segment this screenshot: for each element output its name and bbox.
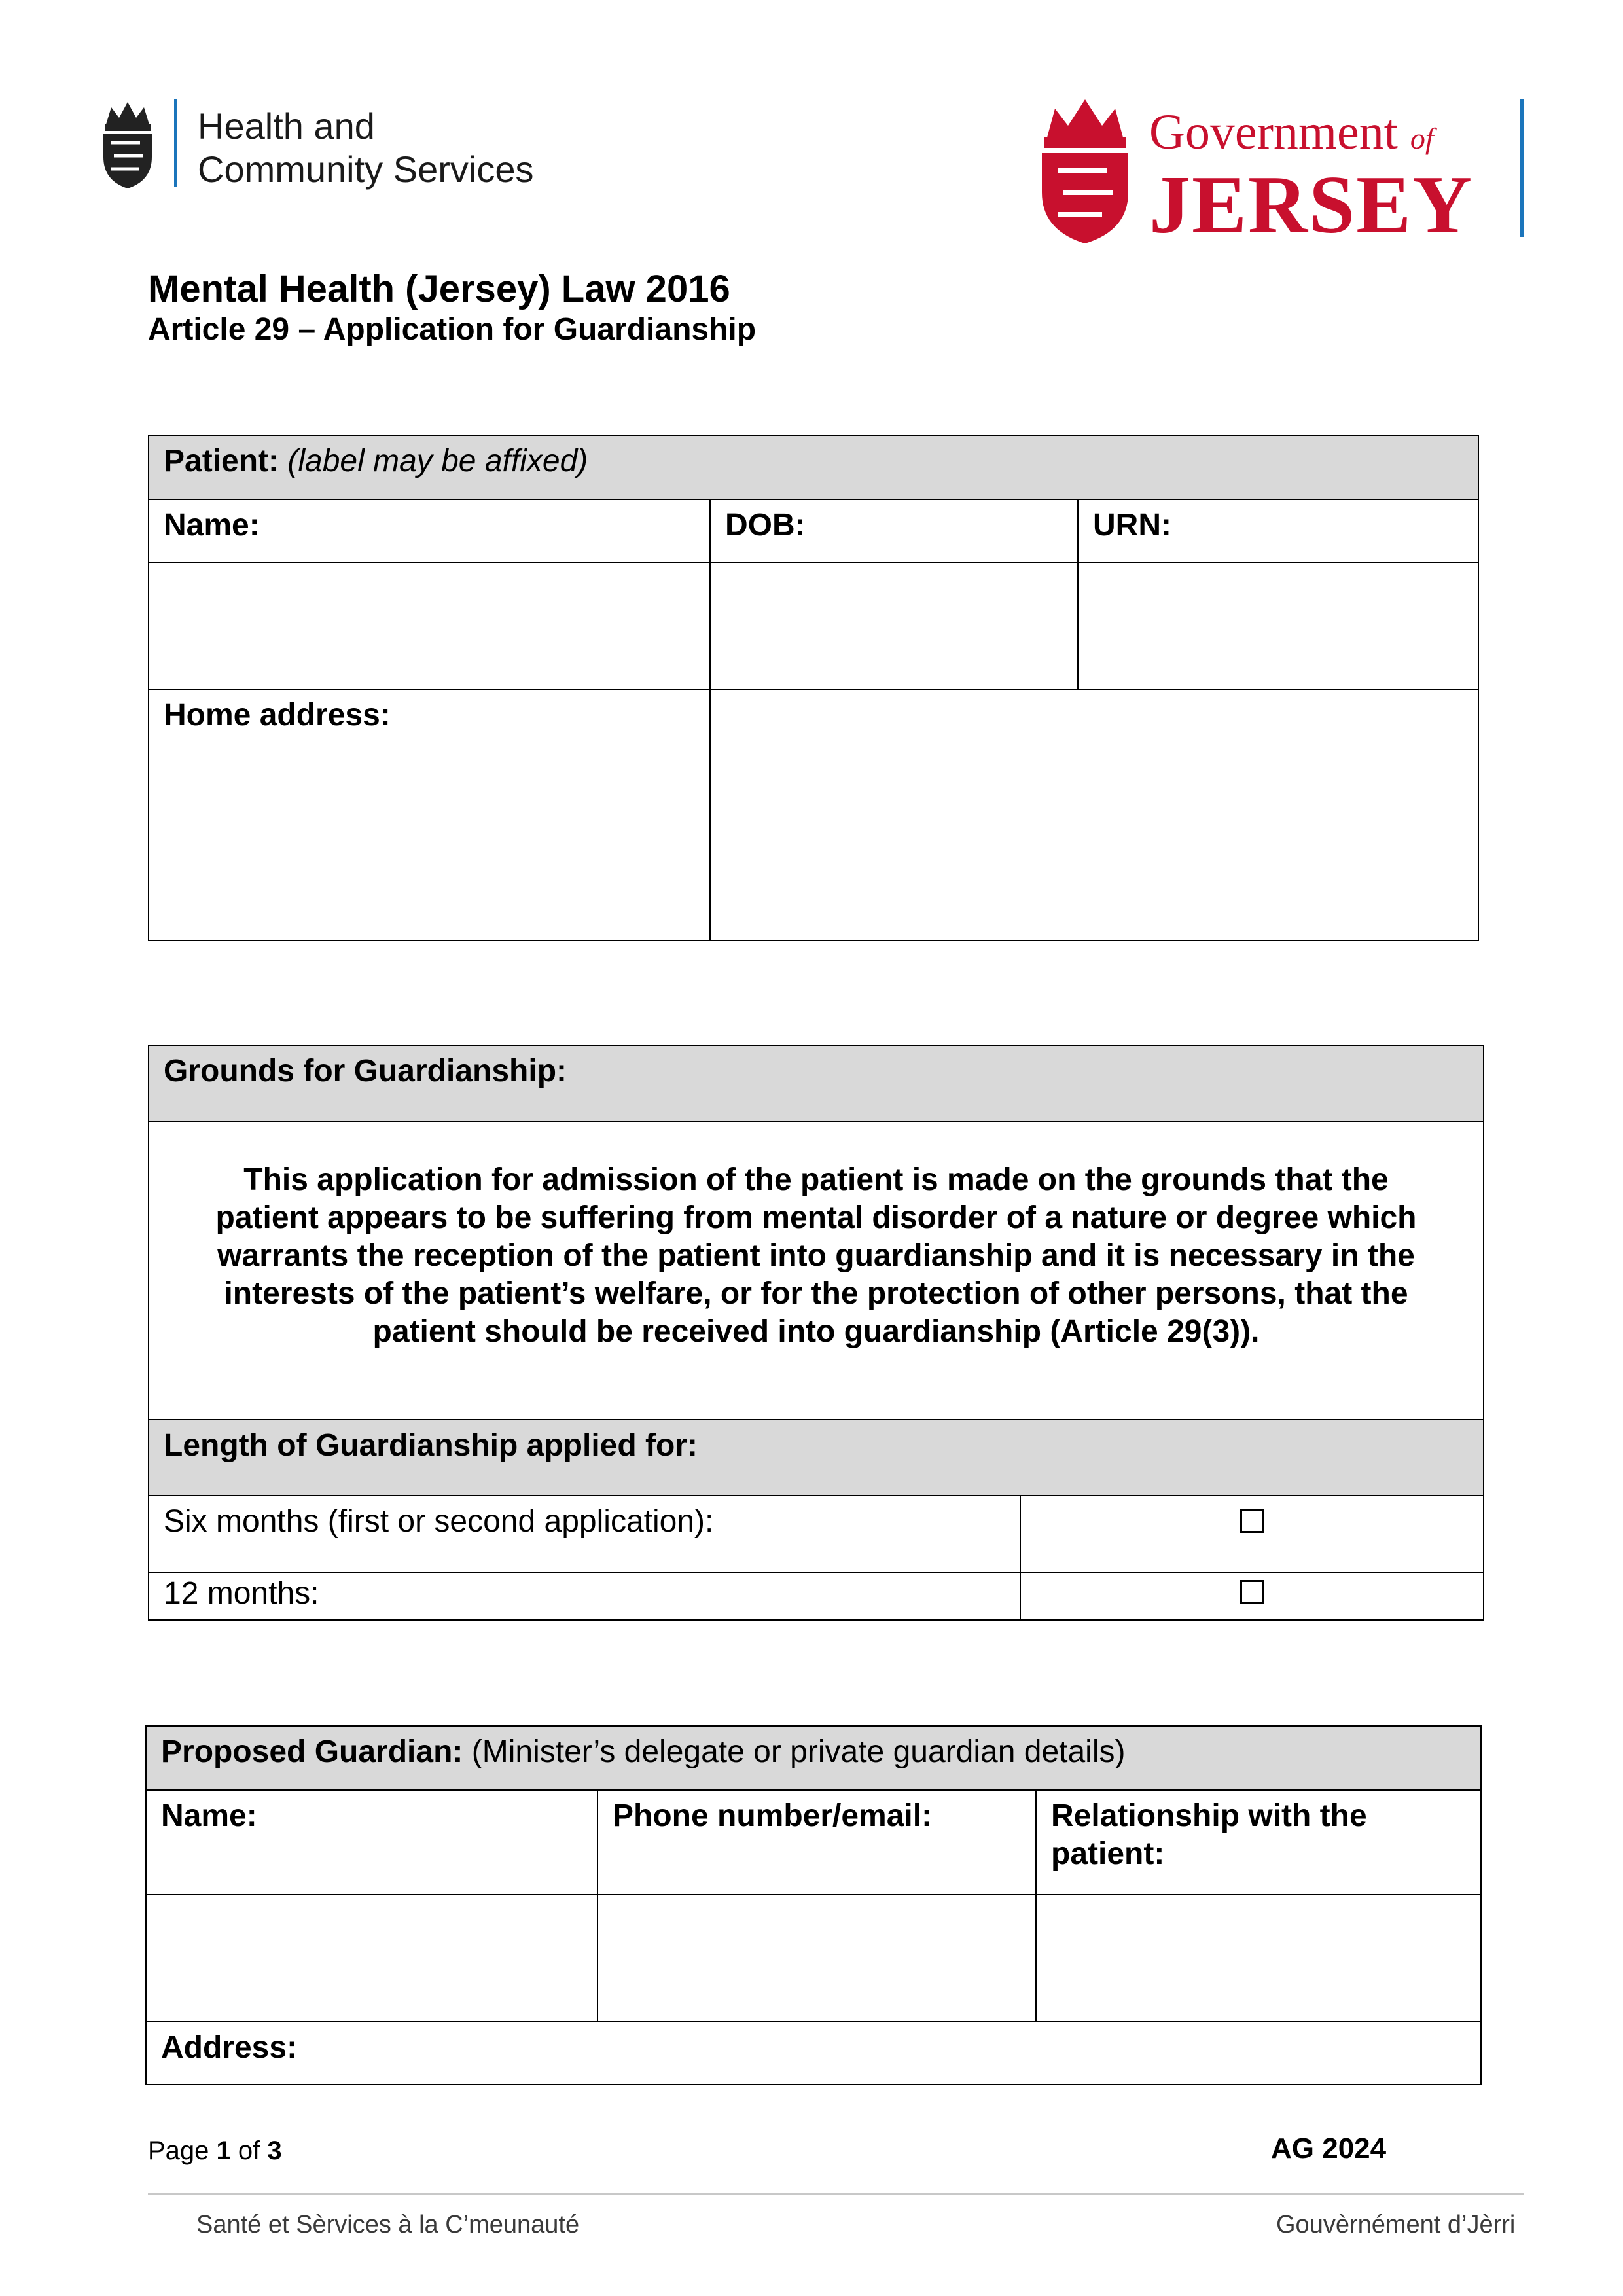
gov-word-of: of xyxy=(1410,122,1434,155)
footer-right-text: Gouvèrnément d’Jèrri xyxy=(1276,2211,1516,2238)
footer-left-text: Santé et Sèrvices à la C’meunauté xyxy=(196,2211,580,2238)
patient-name-field[interactable] xyxy=(149,562,710,689)
gov-word-jersey: JERSEY xyxy=(1149,160,1474,251)
patient-dob-field[interactable] xyxy=(710,562,1078,689)
patient-urn-label: URN: xyxy=(1078,499,1478,562)
hcs-line2: Community Services xyxy=(198,149,534,190)
patient-address-label: Home address: xyxy=(149,689,710,941)
guardian-name-field[interactable] xyxy=(146,1895,597,2022)
guardian-header-label: Proposed Guardian: xyxy=(161,1734,463,1769)
option-12-months-label: 12 months: xyxy=(149,1573,1020,1620)
header-divider xyxy=(174,99,177,187)
grounds-statement: This application for admission of the patient is made on the grounds that the patient appears to be suffering from mental disorder of a nature or degree which warrants the reception of the patient into guardianship and it is necessary in the interests of the patient’s welfare, or for the protection of other persons, that the patient should be received into guardianship (Article 29(3)). xyxy=(149,1121,1484,1420)
form-reference: AG 2024 xyxy=(1271,2132,1387,2164)
guardian-relationship-label: Relationship with the patient: xyxy=(1036,1790,1481,1895)
option-six-months-cell xyxy=(1020,1496,1484,1573)
grounds-header: Grounds for Guardianship: xyxy=(149,1045,1484,1121)
grounds-table xyxy=(148,1045,1484,1621)
gov-word-government: Government xyxy=(1149,105,1398,160)
twelve-months-checkbox[interactable] xyxy=(1240,1580,1264,1604)
hcs-line1: Health and xyxy=(198,105,375,147)
length-header: Length of Guardianship applied for: xyxy=(149,1420,1484,1496)
patient-table xyxy=(148,435,1479,941)
guardian-header-note: (Minister’s delegate or private guardian details) xyxy=(471,1734,1126,1769)
guardian-relationship-field[interactable] xyxy=(1036,1895,1481,2022)
footer-divider xyxy=(148,2193,1524,2195)
page-prefix: Page xyxy=(148,2136,209,2165)
document-subtitle: Article 29 – Application for Guardianship xyxy=(148,312,757,347)
header-right-divider xyxy=(1520,99,1524,237)
patient-address-field[interactable] xyxy=(710,689,1478,941)
option-12-months-cell xyxy=(1020,1573,1484,1620)
page-of: of xyxy=(238,2136,260,2165)
patient-header xyxy=(149,435,1478,499)
patient-urn-field[interactable] xyxy=(1078,562,1478,689)
government-of-jersey-logo-text xyxy=(1149,105,1474,251)
page-current: 1 xyxy=(216,2136,231,2165)
document-title: Mental Health (Jersey) Law 2016 xyxy=(148,268,730,310)
guardian-header xyxy=(146,1726,1481,1790)
hcs-logo-text xyxy=(198,105,533,191)
guardian-table xyxy=(145,1725,1482,2085)
guardian-address-label[interactable]: Address: xyxy=(146,2022,1481,2085)
guardian-name-label: Name: xyxy=(146,1790,597,1895)
option-six-months-label: Six months (first or second application): xyxy=(149,1496,1020,1573)
page-number xyxy=(148,2136,282,2166)
patient-dob-label: DOB: xyxy=(710,499,1078,562)
guardian-phone-label: Phone number/email: xyxy=(597,1790,1036,1895)
guardian-phone-field[interactable] xyxy=(597,1895,1036,2022)
patient-header-label: Patient: xyxy=(164,444,279,478)
jersey-crest-icon xyxy=(99,98,156,190)
page-total: 3 xyxy=(267,2136,282,2165)
patient-header-note: (label may be affixed) xyxy=(287,444,588,478)
government-crest-icon xyxy=(1037,94,1133,245)
six-months-checkbox[interactable] xyxy=(1240,1509,1264,1533)
patient-name-label: Name: xyxy=(149,499,710,562)
